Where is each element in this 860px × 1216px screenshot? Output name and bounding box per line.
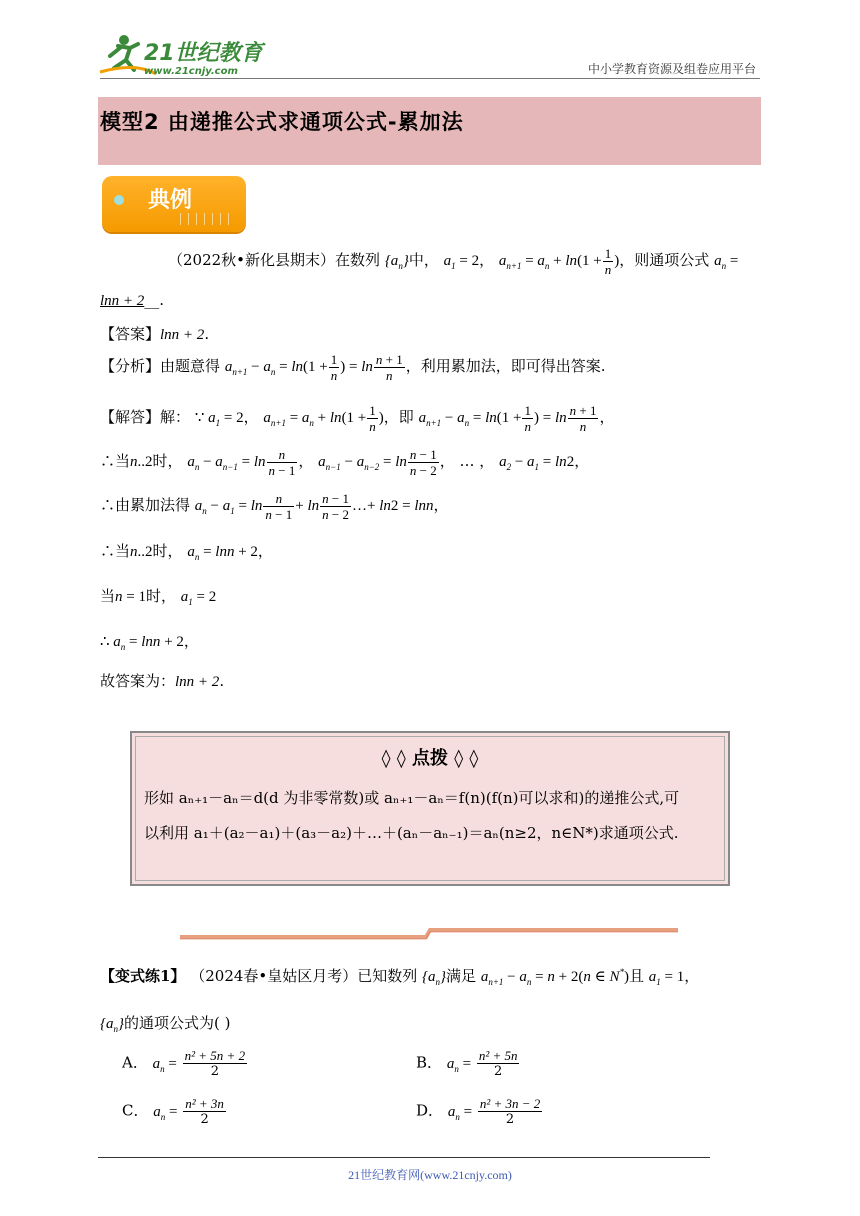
math-sol-rec: $a_{n+1} = a_n + \ln(1$ + $\frac{1}{n}$ ) <box>263 403 384 434</box>
header-divider <box>100 78 760 79</box>
option-c-letter: C． <box>122 1101 149 1120</box>
solution-line-2: ∴当n..2时， $a_n - a_{n-1} = \ln$ $\frac{n}{n - 1}$ ， $a_{n-1} - a_{n-2} = \ln$ $\frac{n - 1}{n - 2}$ ， … ， $a_2 - a_1 = \ln 2$， <box>100 447 590 478</box>
solution-pre: 解： <box>160 407 191 426</box>
math-ex-seq-2: $\{a_n\}$ <box>100 1016 124 1034</box>
math-step-2: $a_{n-1} - a_{n-2} = \ln$ $\frac{n - 1}{n - 2}$ <box>318 447 437 478</box>
s2: ∴由累加法得 <box>100 495 191 514</box>
math-an-result: $a_n = \ln n + 2$ <box>187 544 258 562</box>
runner-logo-icon <box>96 32 266 80</box>
tip-title: ◊ ◊ 点拨 ◊ ◊ <box>381 748 479 769</box>
analysis-label: 【分析】 <box>100 356 161 375</box>
option-a-letter: A． <box>122 1053 148 1072</box>
tip-line-1: 形如 aₙ₊₁－aₙ＝d(d 为非零常数)或 aₙ₊₁－aₙ＝f(n)(f(n)可以求和)的递推公式,可 <box>144 789 680 807</box>
example-badge-label: 典例 <box>148 188 193 213</box>
analysis-line <box>100 352 605 383</box>
s1-pre: ∴当 <box>100 451 131 470</box>
final-answer: lnn + 2 <box>175 674 220 690</box>
math-analysis: $a_{n+1} - a_n = \ln(1$ + $\frac{1}{n}$ ) = ln $\frac{n + 1}{n}$ <box>224 352 403 383</box>
logo-url: www.21cnjy.com <box>144 66 238 77</box>
option-c-den: 2 <box>200 1112 209 1127</box>
exercise-cond-mid: 且 <box>628 967 644 985</box>
problem-source: （2022秋•新化县期末）在数列 <box>168 250 381 269</box>
option-b-den: 2 <box>494 1064 503 1079</box>
analysis-post: ，利用累加法，即可得出答案. <box>405 356 606 375</box>
option-a[interactable]: A． $a_n$ = $\frac{\text{n² + 5n + 2}}{2}$ <box>122 1048 246 1079</box>
solution-line-7: 故答案为：lnn + 2. <box>100 672 225 690</box>
option-b-letter: B． <box>416 1053 443 1072</box>
section-title: 模型2 由递推公式求通项公式-累加法 <box>100 110 464 134</box>
footer-link[interactable]: 21世纪教育网(www.21cnjy.com) <box>348 1168 512 1182</box>
answer-fill: lnn + 2 <box>100 293 145 309</box>
answer-value: lnn + 2 <box>160 327 205 343</box>
option-c-num: n² + 3n <box>185 1096 224 1111</box>
problem-statement: （2022秋•新化县期末）在数列 $\{a_n\}$中， $a_1 = 2$， $a_{n+1} = a_n + \ln(1$ + $\frac{1}{n}$ )，则通项公式 $a_n$ = <box>168 246 739 277</box>
solution-label: 【解答】 <box>100 407 161 426</box>
solution-line-1: 【解答】解： ∵ $a_1 = 2$， $a_{n+1} = a_n + \ln(1$ + $\frac{1}{n}$ )，即 $a_{n+1} - a_n = \ln(1$ + $\frac{1}{n}$ ) = ln $\frac{n + 1}{n}$ ， <box>100 403 615 434</box>
answer-line: 【答案】lnn + 2. <box>100 325 210 343</box>
s4-mid: 时， <box>145 587 176 605</box>
math-step-1: $a_n - a_{n-1} = \ln$ $\frac{n}{n - 1}$ <box>187 447 296 478</box>
badge-dot-icon <box>114 195 124 205</box>
exercise-label: 【变式练1】 <box>100 967 186 985</box>
exercise-line-1: 【变式练1】 （2024春•皇姑区月考）已知数列 $\{a_n\}$满足 $a_{n+1} - a_n = n + 2(n$ ∈ N*)且 $a_1 = 1$， <box>100 967 700 987</box>
problem-blank: lnn + 2__. <box>100 291 165 309</box>
exercise-cond-pre: 满足 <box>446 967 477 985</box>
option-d-letter: D． <box>416 1101 444 1120</box>
header-platform-text: 中小学教育资源及组卷应用平台 <box>587 62 756 76</box>
option-a-den: 2 <box>210 1064 219 1079</box>
tip-line-2: 以利用 a₁＋(a₂－a₁)＋(a₃－a₂)＋…＋(aₙ－aₙ₋₁)＝aₙ(n≥2，n∈N*)求通项公式. <box>144 824 679 842</box>
s6: 故答案为： <box>100 672 176 690</box>
math-sol-diff: $a_{n+1} - a_n = \ln(1$ + $\frac{1}{n}$ ) = ln $\frac{n + 1}{n}$ <box>418 403 597 434</box>
s1-mid: 时， <box>152 451 183 470</box>
option-b[interactable]: B． $a_n$ = $\frac{\text{n² + 5n}}{2}$ <box>416 1048 518 1079</box>
section-divider <box>178 925 682 943</box>
ruler-decoration-icon <box>180 213 236 225</box>
math-ex-a1: $a_1 = 1$ <box>648 969 685 987</box>
math-ex-rec: $a_{n+1} - a_n = n + 2(n$ ∈ N*) <box>480 967 629 987</box>
option-d-num: n² + 3n − 2 <box>479 1096 541 1111</box>
math-a1: $a_1 = 2$ <box>443 252 480 271</box>
math-conclusion: ∴ $a_n = \ln n + 2$ <box>100 634 184 652</box>
solution-ji: ，即 <box>383 407 414 426</box>
option-c[interactable]: C． $a_n$ = $\frac{\text{n² + 3n}}{2}$ <box>122 1096 224 1127</box>
math-sum: $a_n - a_1 = \ln$ $\frac{n}{n - 1}$ + ln $\frac{n - 1}{n - 2}$ …+ ln2 = lnn <box>194 491 434 522</box>
solution-line-6: ∴ $a_n = \ln n + 2$， <box>100 632 199 652</box>
solution-line-4: ∴当n..2时， $a_n = \ln n + 2$， <box>100 542 273 562</box>
answer-label: 【答案】 <box>100 325 161 343</box>
option-a-num: n² + 5n + 2 <box>184 1048 246 1063</box>
exercise-line-2 <box>100 1012 230 1034</box>
solution-line-3: ∴由累加法得 $a_n - a_1 = \ln$ $\frac{n}{n - 1}$ + ln $\frac{n - 1}{n - 2}$ …+ ln2 = lnn， <box>100 491 449 522</box>
math-a1-check: $a_1 = 2$ <box>180 589 217 607</box>
exercise-q2: 的通项公式为( ) <box>124 1014 231 1032</box>
option-b-num: n² + 5n <box>478 1048 518 1063</box>
logo-text: 21世纪教育 <box>144 41 263 66</box>
math-step-3: $a_2 - a_1 = \ln 2$ <box>499 453 575 472</box>
s4-pre: 当 <box>100 587 116 605</box>
footer-divider <box>98 1157 710 1158</box>
math-seq: $\{a_n\}$ <box>384 252 409 271</box>
exercise-source: （2024春•皇姑区月考）已知数列 <box>190 967 418 985</box>
math-an: $a_n$ = <box>714 252 739 271</box>
analysis-pre: 由题意得 <box>160 356 221 375</box>
math-sol-a1: ∵ $a_1 = 2$ <box>194 409 244 428</box>
option-d[interactable]: D． $a_n$ = $\frac{\text{n² + 3n − 2}}{2}$ <box>416 1096 541 1127</box>
solution-line-5: 当n = 1时， $a_1 = 2$ <box>100 587 217 607</box>
s3-pre: ∴当 <box>100 542 131 560</box>
math-ex-seq: $\{a_n\}$ <box>422 969 447 987</box>
math-recurrence: $a_{n+1} = a_n + \ln(1$ + $\frac{1}{n}$ ) <box>498 246 620 277</box>
option-d-den: 2 <box>505 1112 515 1127</box>
logo <box>96 32 266 80</box>
divider-line-icon <box>178 925 682 943</box>
